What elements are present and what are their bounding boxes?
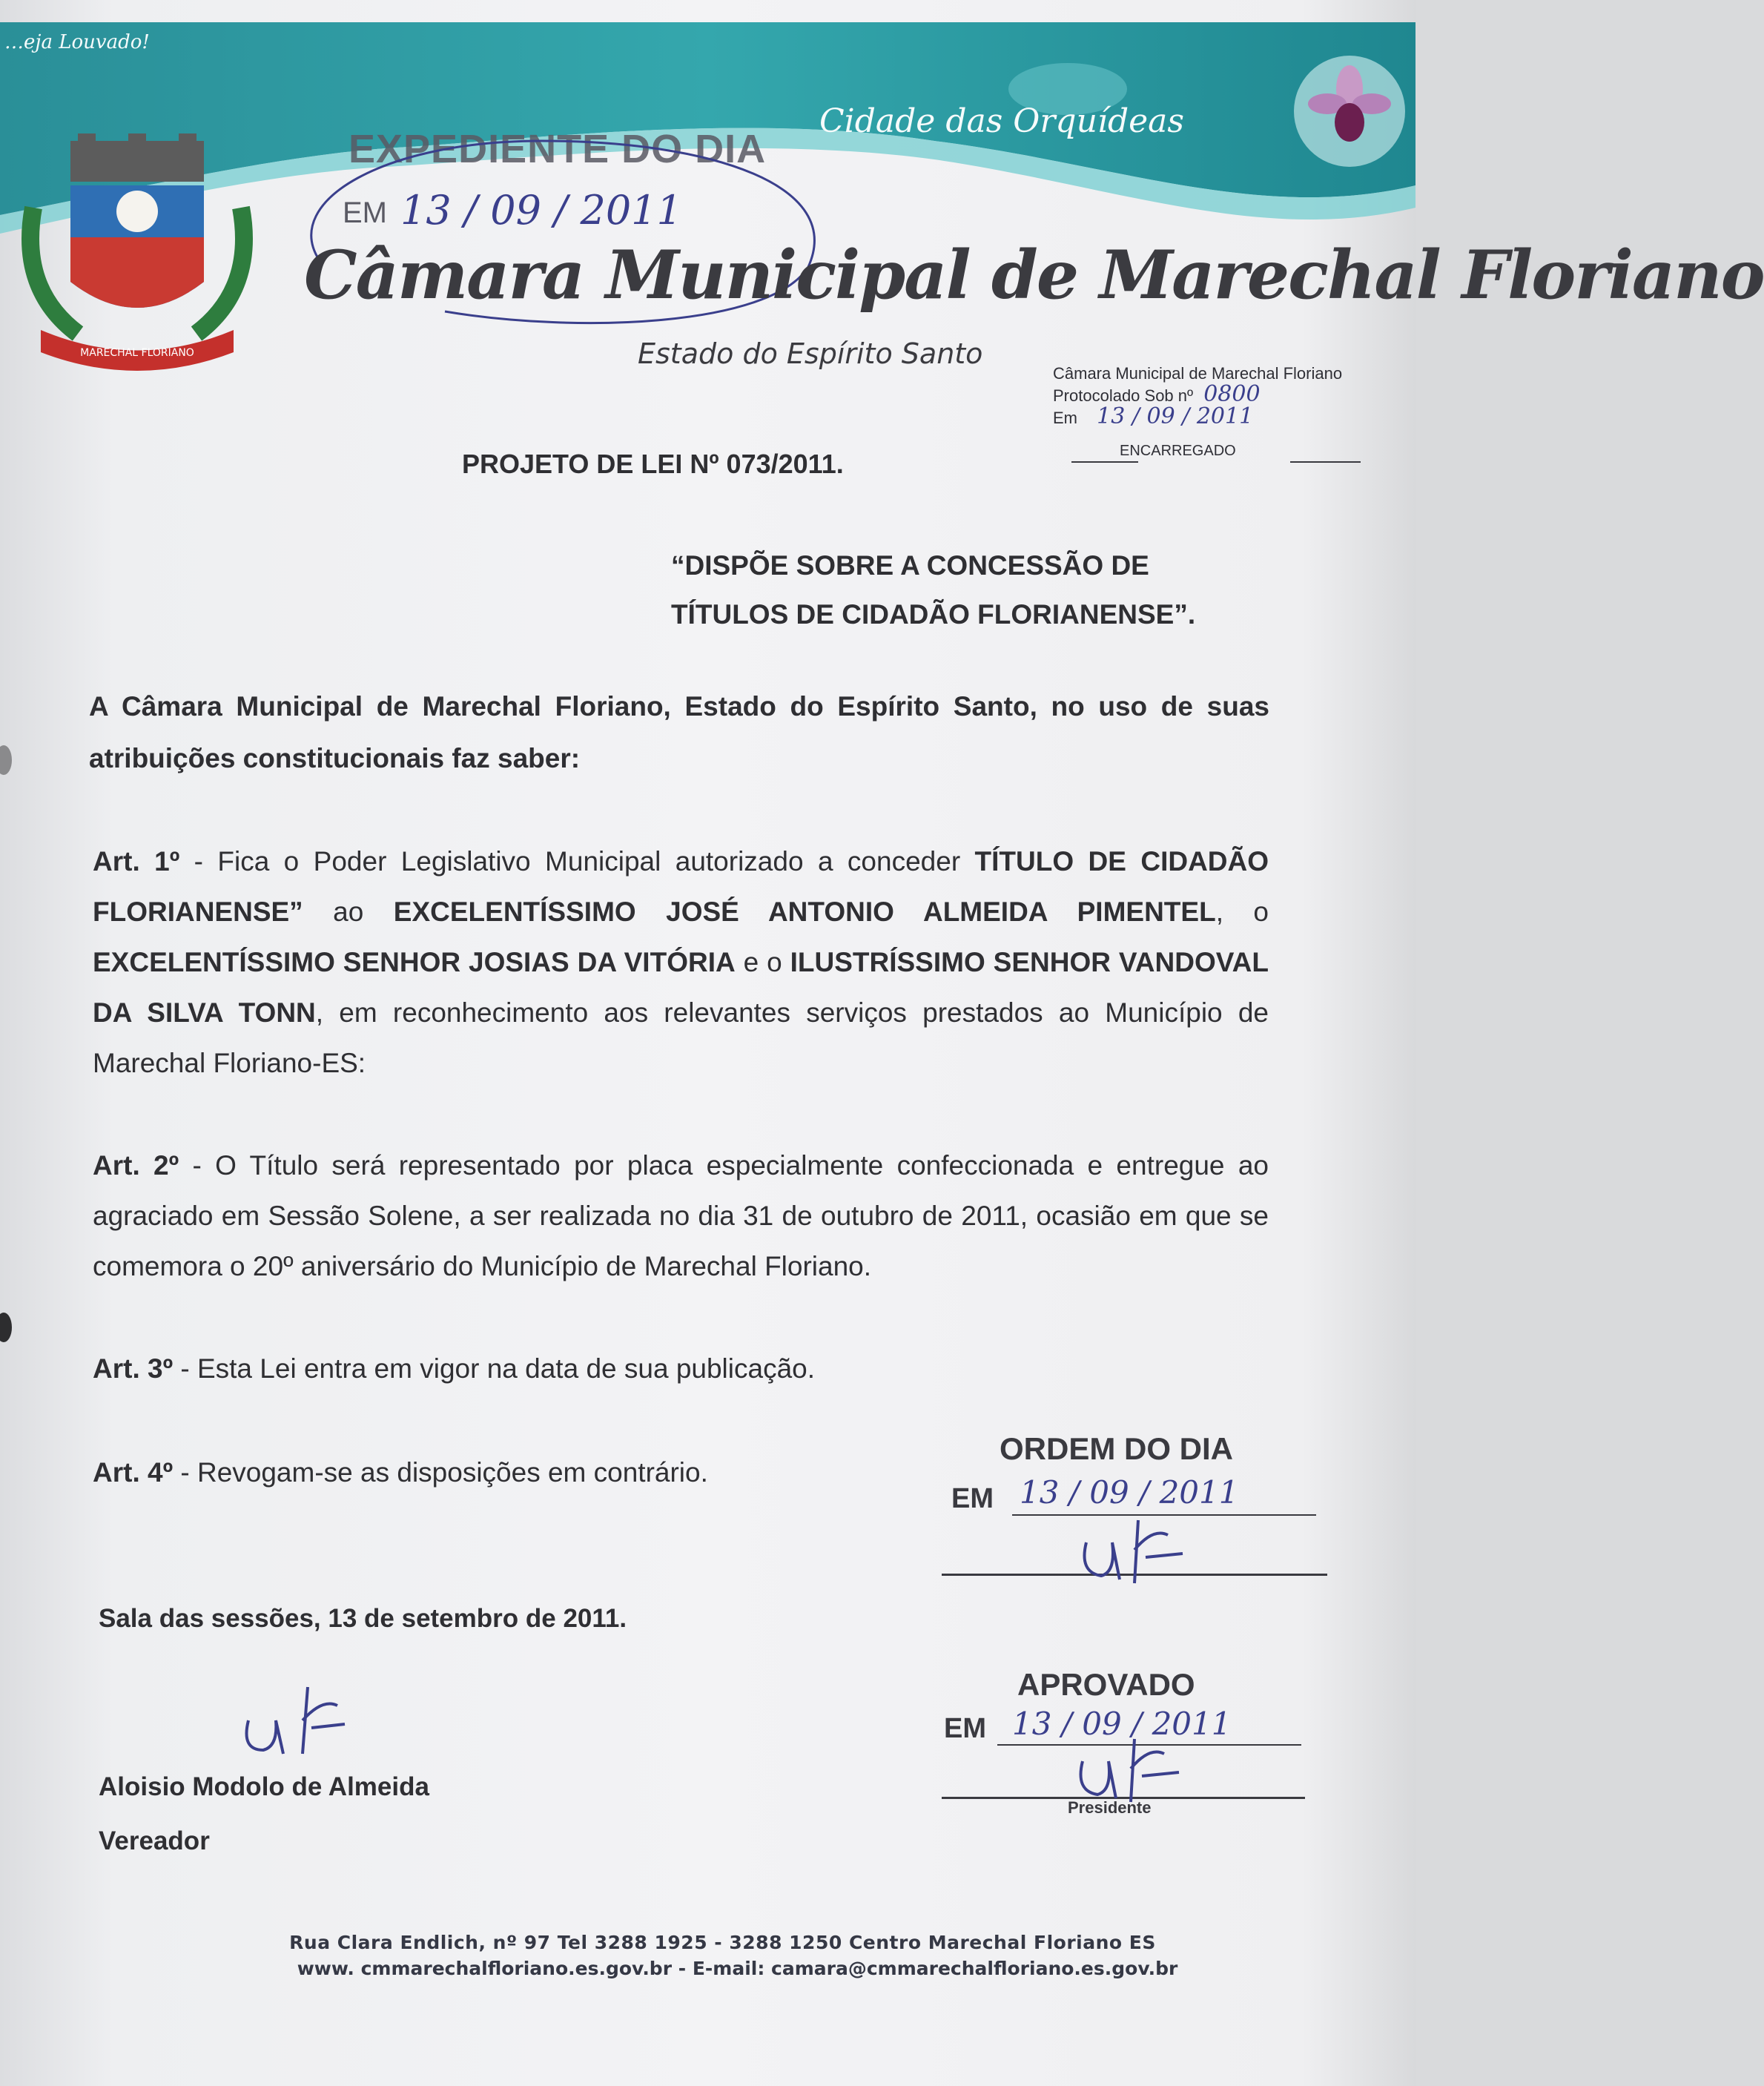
ordem-do-dia-title: ORDEM DO DIA [1000, 1431, 1233, 1466]
article-1-bold-c: EXCELENTÍSSIMO SENHOR JOSIAS DA VITÓRIA [93, 947, 736, 977]
aprovado-em: EM [944, 1713, 986, 1744]
article-1-text-d: e o [735, 947, 790, 977]
protocol-stamp-label-text: Protocolado Sob nº [1053, 386, 1194, 405]
article-1-bold-a: TÍTULO DE CIDADÃO FLORIANENSE” [93, 846, 1269, 927]
article-3-text: - Esta Lei entra em vigor na data de sua publicação. [173, 1353, 815, 1384]
article-1-text-e: , em reconhecimento aos relevantes serviços prestados ao Município de Marechal Floriano-ES: [93, 997, 1269, 1078]
protocol-stamp-title: Câmara Municipal de Marechal Floriano [1053, 364, 1343, 383]
aprovado-title: APROVADO [1017, 1667, 1195, 1702]
footer-address: Rua Clara Endlich, nº 97 Tel 3288 1925 - 3288 1250 Centro Marechal Floriano ES [289, 1932, 1156, 1953]
article-1 [93, 836, 1269, 1089]
protocol-number: 0800 [1203, 381, 1261, 407]
session-place-date: Sala das sessões, 13 de setembro de 2011. [99, 1604, 627, 1633]
protocol-line-right [1290, 461, 1361, 463]
expediente-stamp-date: 13 / 09 / 2011 [400, 187, 682, 234]
protocol-role: ENCARREGADO [1120, 443, 1236, 459]
coat-of-arms-text: MARECHAL FLORIANO [80, 347, 194, 359]
article-3-label: Art. 3º [93, 1353, 174, 1384]
ementa-line-2: TÍTULOS DE CIDADÃO FLORIANENSE”. [671, 599, 1196, 630]
header-tagline: Cidade das Orquídeas [819, 102, 1184, 140]
ementa-line-1: “DISPÕE SOBRE A CONCESSÃO DE [671, 550, 1149, 581]
expediente-stamp-title: EXPEDIENTE DO DIA [348, 127, 767, 171]
article-2-text: - O Título será representado por placa especialmente confeccionada e entregue ao agraciado em Sessão Solene, a ser realizada no dia 31 de outubro de 2011, ocasião em que se comemora o 20º aniversário do Município de Marechal Floriano. [93, 1150, 1269, 1281]
header-motto: …eja Louvado! [4, 31, 150, 53]
article-1-label: Art. 1º [93, 846, 180, 877]
ordem-signature-icon [1071, 1513, 1205, 1587]
signer-block [99, 1760, 429, 1868]
orchid-icon [1305, 59, 1394, 156]
article-4-label: Art. 4º [93, 1457, 174, 1488]
aprovado-role: Presidente [1068, 1798, 1152, 1817]
protocol-stamp-em: Em [1053, 409, 1077, 427]
aprovado-signature-icon [1068, 1732, 1201, 1806]
article-1-text-c: , o [1215, 897, 1269, 927]
footer-web: www. cmmarechalfloriano.es.gov.br - E-mail: camara@cmmarechalfloriano.es.gov.br [297, 1958, 1178, 1979]
institution-title: Câmara Municipal de Marechal Floriano [304, 236, 1764, 314]
protocol-line-left [1071, 461, 1138, 463]
binder-hole [0, 745, 12, 775]
aprovado-date: 13 / 09 / 2011 [1012, 1706, 1232, 1742]
article-1-bold-b: EXCELENTÍSSIMO JOSÉ ANTONIO ALMEIDA PIMENTEL [393, 897, 1216, 927]
article-1-bold-d: ILUSTRÍSSIMO SENHOR VANDOVAL DA SILVA TONN [93, 947, 1269, 1028]
signer-role: Vereador [99, 1826, 210, 1855]
article-4-text: - Revogam-se as disposições em contrário. [173, 1457, 708, 1488]
preamble: A Câmara Municipal de Marechal Floriano, Estado do Espírito Santo, no uso de suas atribuições constitucionais faz saber: [89, 691, 1269, 773]
article-2 [93, 1141, 1269, 1292]
ordem-do-dia-date: 13 / 09 / 2011 [1020, 1474, 1239, 1511]
ementa [671, 541, 1268, 639]
article-4 [93, 1448, 834, 1498]
signer-name: Aloisio Modolo de Almeida [99, 1772, 429, 1801]
expediente-stamp-em: EM [343, 197, 387, 229]
article-1-text-b: ao [303, 897, 394, 927]
article-2-label: Art. 2º [93, 1150, 179, 1181]
vereador-signature-icon [237, 1680, 356, 1761]
bill-number: PROJETO DE LEI Nº 073/2011. [462, 449, 844, 479]
article-1-text-a: - Fica o Poder Legislativo Municipal autorizado a conceder [179, 846, 975, 877]
protocol-stamp-date-row [1053, 403, 1342, 429]
binder-hole [0, 1313, 12, 1342]
protocol-stamp [1053, 363, 1342, 461]
ordem-do-dia-em: EM [951, 1483, 994, 1514]
protocol-date: 13 / 09 / 2011 [1097, 403, 1254, 429]
coat-of-arms-icon [19, 141, 256, 393]
article-3 [93, 1344, 1269, 1394]
institution-state: Estado do Espírito Santo [638, 337, 983, 370]
